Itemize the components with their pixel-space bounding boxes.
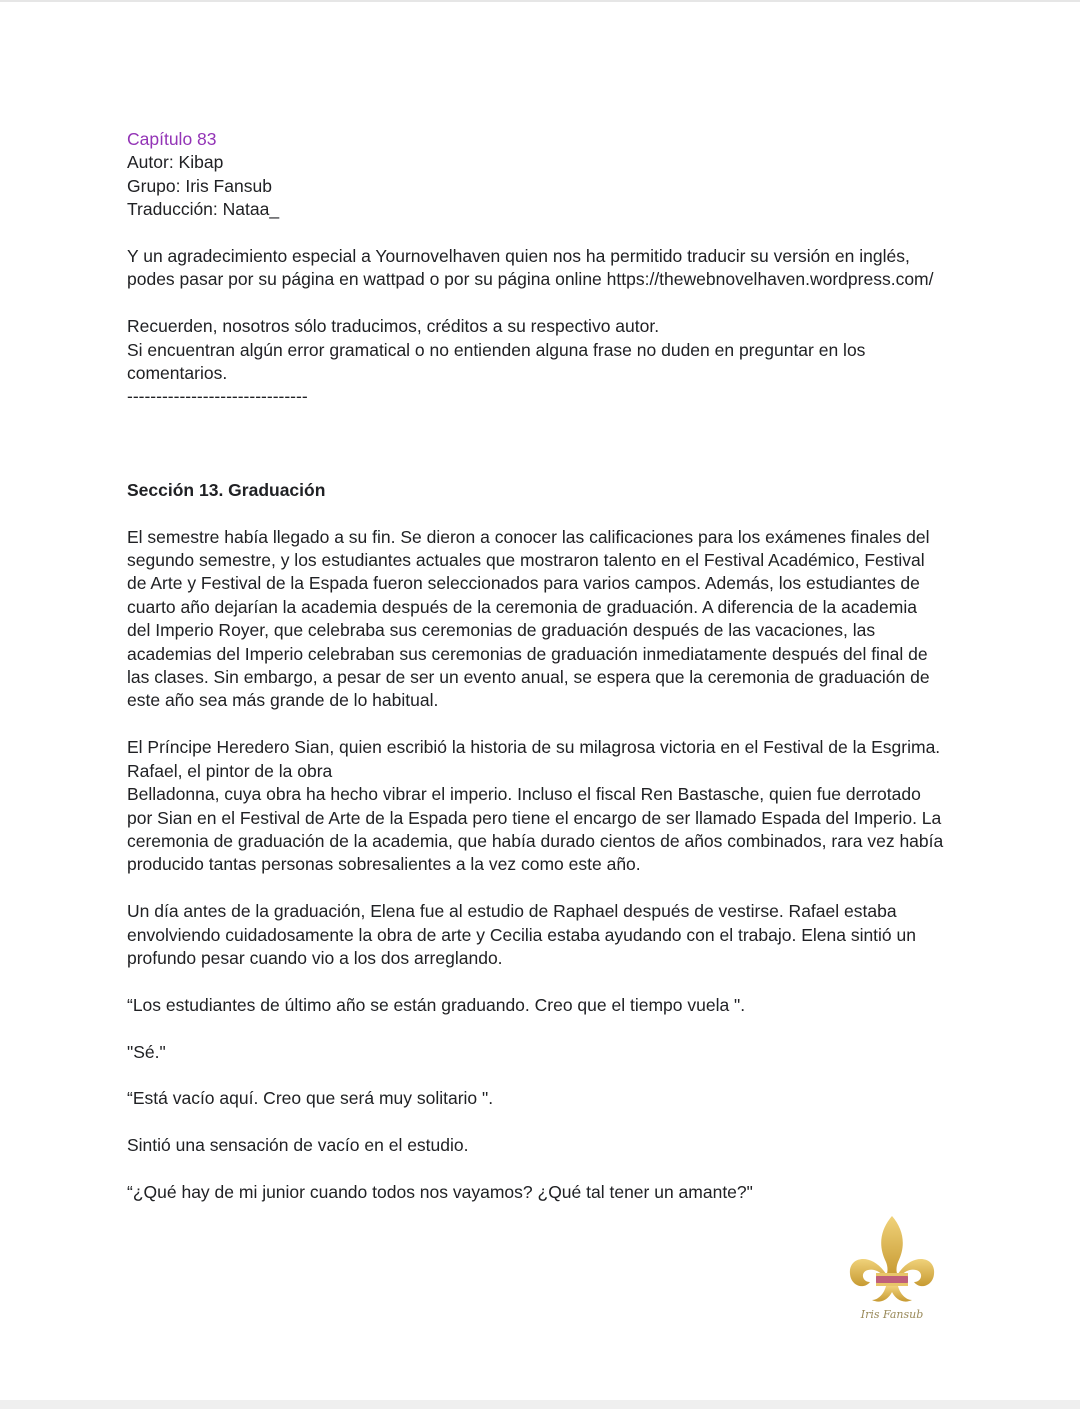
paragraph-line: “Los estudiantes de último año se están graduando. Creo que el tiempo vuela ".	[127, 994, 746, 1015]
paragraph-line: este año sea más grande de lo habitual.	[127, 690, 439, 711]
document-page	[127, 128, 957, 1204]
paragraph-line: envolviendo cuidadosamente la obra de arte y Cecilia estaba ayudando con el trabajo. Elena sintió un	[127, 924, 916, 945]
spacer	[127, 292, 957, 315]
paragraph-line: del Imperio Royer, que celebraba sus ceremonias de graduación después de las vacaciones, las	[127, 620, 876, 641]
spacer	[127, 1111, 957, 1134]
paragraph	[127, 994, 957, 1017]
paragraph-line: las clases. Sin embargo, a pesar de ser un evento anual, se espera que la ceremonia de graduación de	[127, 667, 930, 688]
top-border	[0, 0, 1080, 2]
paragraph-line: cuarto año dejarían la academia después de la ceremonia de graduación. A diferencia de la academia	[127, 596, 917, 617]
paragraph-line: ceremonia de graduación de la academia, que había durado cientos de años combinados, rara vez había	[127, 830, 944, 851]
paragraph-line: Un día antes de la graduación, Elena fue al estudio de Raphael después de vestirse. Rafael estaba	[127, 901, 897, 922]
paragraph	[127, 1041, 957, 1064]
paragraph-line: Belladonna, cuya obra ha hecho vibrar el imperio. Incluso el fiscal Ren Bastasche, quien fue derrotado	[127, 784, 921, 805]
divider-dashes: -------------------------------	[127, 386, 308, 407]
translation-line: Traducción: Nataa_	[127, 199, 280, 220]
spacer	[127, 970, 957, 993]
thanks-line-2: podes pasar por su página en wattpad o por su página online https://thewebnovelhaven.wordpress.com/	[127, 269, 934, 290]
body-text	[127, 526, 957, 1205]
spacer	[127, 1017, 957, 1040]
paragraph-line: producido tantas personas sobresalientes a la vez como este año.	[127, 854, 641, 875]
paragraph-line: El semestre había llegado a su fin. Se dieron a conocer las calificaciones para los exámenes finales del	[127, 526, 930, 547]
chapter-title: Capítulo 83	[127, 129, 217, 149]
spacer	[127, 877, 957, 900]
paragraph-line: academias del Imperio celebraban sus ceremonias de graduación inmediatamente después del final de	[127, 643, 928, 664]
paragraph-line: "Sé."	[127, 1041, 166, 1062]
notice-line-3: comentarios.	[127, 363, 228, 384]
paragraph-line: de Arte y Festival de la Espada fueron seleccionados para varios campos. Además, los estudiantes de	[127, 573, 920, 594]
thanks-line-1: Y un agradecimiento especial a Yournovelhaven quien nos ha permitido traducir su versión en inglés,	[127, 246, 910, 267]
bottom-bar	[0, 1400, 1080, 1409]
spacer	[127, 713, 957, 736]
notice-line-2: Si encuentran algún error gramatical o no entienden alguna frase no duden en preguntar en los	[127, 339, 866, 360]
paragraph	[127, 1181, 957, 1204]
paragraph-line: segundo semestre, y los estudiantes actuales que mostraron talento en el Festival Académico, Festival	[127, 550, 925, 571]
paragraph	[127, 1134, 957, 1157]
paragraph-line: por Sian en el Festival de Arte de la Espada pero tiene el encargo de ser llamado Espada del Imperio. La	[127, 807, 942, 828]
paragraph	[127, 736, 957, 876]
paragraph-line: profundo pesar cuando vio a los dos arreglando.	[127, 947, 503, 968]
paragraph-line: “¿Qué hay de mi junior cuando todos nos vayamos? ¿Qué tal tener un amante?"	[127, 1181, 753, 1202]
paragraph-line: Rafael, el pintor de la obra	[127, 760, 333, 781]
paragraph	[127, 1087, 957, 1110]
spacer	[127, 1158, 957, 1181]
section-title: Sección 13. Graduación	[127, 479, 326, 500]
notice-line-1: Recuerden, nosotros sólo traducimos, créditos a su respectivo autor.	[127, 316, 660, 337]
spacer	[127, 222, 957, 245]
spacer	[127, 1064, 957, 1087]
paragraph-line: “Está vacío aquí. Creo que será muy solitario ".	[127, 1088, 494, 1109]
group-line: Grupo: Iris Fansub	[127, 175, 272, 196]
author-line: Autor: Kibap	[127, 152, 224, 173]
paragraph	[127, 900, 957, 970]
paragraph-line: Sintió una sensación de vacío en el estudio.	[127, 1135, 469, 1156]
paragraph	[127, 526, 957, 713]
logo-caption: Iris Fansub	[860, 1308, 924, 1321]
iris-fansub-logo	[842, 1212, 942, 1327]
spacer	[127, 409, 957, 479]
fleur-de-lis-icon	[842, 1212, 942, 1327]
spacer	[127, 502, 957, 525]
paragraph-line: El Príncipe Heredero Sian, quien escribió la historia de su milagrosa victoria en el Festival de la Esgrima.	[127, 737, 941, 758]
